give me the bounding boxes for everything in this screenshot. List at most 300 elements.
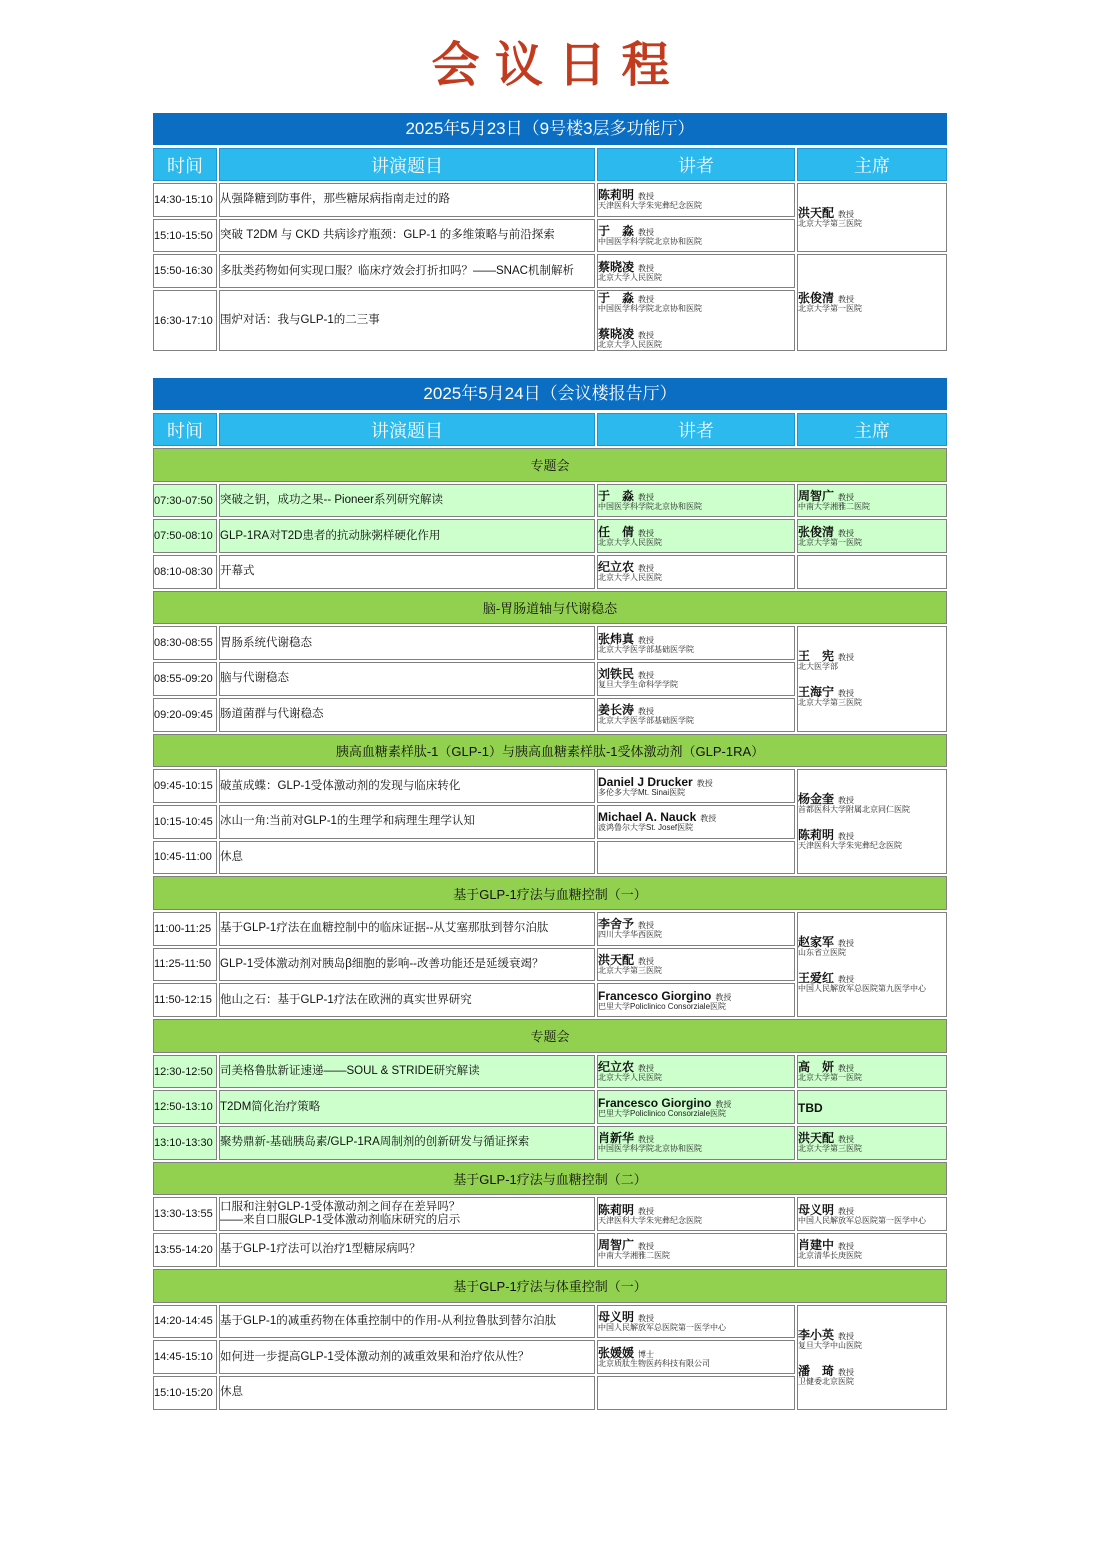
speaker-title: 教授 [638,635,655,645]
speaker-line [598,1203,794,1216]
session-time: 16:30-17:10 [153,290,217,351]
speaker-line [598,525,794,538]
speaker-affiliation: 北京质肽生物医药科技有限公司 [598,1358,710,1368]
section-row [153,876,947,910]
section-title: 脑-胃肠道轴与代谢稳态 [153,591,947,625]
chair [798,1238,946,1261]
session-topic [219,290,595,351]
speaker-name: 张媛媛 [598,1345,635,1360]
speaker-title: 教授 [638,295,655,305]
topic-line: 突破 T2DM 与 CKD 共病诊疗瓶颈：GLP-1 的多维策略与前沿探索 [220,229,555,242]
session-speakers [597,1305,795,1339]
session-speakers [597,183,795,217]
session-topic [219,1197,595,1231]
chair-title: 教授 [838,295,855,305]
speaker-affiliation: 巴里大学Policlinico Consorziale医院 [598,1001,727,1011]
speaker [598,489,794,512]
chair-affiliation: 中国人民解放军总医院第一医学中心 [798,1215,926,1225]
page-title: 会 议 日 程 [431,39,671,92]
topic-line: 肠道菌群与代谢稳态 [220,708,324,721]
topic-line: 破茧成蝶：GLP-1受体激动剂的发现与临床转化 [220,779,461,792]
chair-name: 肖建中 [798,1238,835,1253]
session-topic [219,698,595,732]
session-row [153,519,947,553]
session-topic [219,805,595,839]
topic-line: GLP-1受体激动剂对胰岛β细胞的影响--改善功能还是延缓衰竭？ [220,957,544,970]
speaker-title: 教授 [638,493,655,503]
chair [798,649,946,672]
chair-title: 教授 [838,938,855,948]
speaker-title: 教授 [715,1099,732,1109]
speaker-title: 教授 [696,778,713,788]
speaker-name: 于 淼 [598,224,635,239]
session-speakers [597,769,795,803]
speaker-affiliation: 北京大学人民医院 [598,1073,662,1083]
session-topic [219,626,595,660]
speaker [598,632,794,655]
session-time: 09:45-10:15 [153,769,217,803]
speaker-affiliation: 北京大学医学部基础医学院 [598,644,694,654]
chair-line [798,1238,946,1251]
chair-line [798,792,946,805]
schedule-body [153,183,947,351]
day-schedule [151,113,949,353]
topic-line: 聚势鼎新-基础胰岛素/GLP-1RA周制剂的创新研发与循证探索 [220,1136,530,1149]
speaker-name: 刘铁民 [598,667,635,682]
session-chairs [797,254,947,351]
session-speakers [597,555,795,589]
session-row [153,1126,947,1160]
session-topic [219,219,595,253]
speaker [598,1346,794,1369]
speaker-line [598,489,794,502]
session-row [153,912,947,946]
chair-name: 洪天配 [798,1131,835,1146]
topic-line: 他山之石：基于GLP-1疗法在欧洲的真实世界研究 [220,993,472,1006]
speaker-affiliation: 巴里大学Policlinico Consorziale医院 [598,1108,727,1118]
speaker-line [598,1096,794,1109]
session-time: 08:30-08:55 [153,626,217,660]
speaker-affiliation: 北京大学人民医院 [598,537,662,547]
speaker-name: 陈莉明 [598,188,635,203]
speaker-line [598,1060,794,1073]
session-speakers [597,948,795,982]
column-header-chair: 主席 [797,413,947,446]
session-topic [219,841,595,875]
session-speakers [597,1197,795,1231]
session-time: 12:30-12:50 [153,1055,217,1089]
speaker-line [598,1131,794,1144]
column-header-topic: 讲演题目 [219,148,595,181]
speaker [598,560,794,583]
speaker-line [598,291,794,304]
speaker-line [598,667,794,680]
column-header-topic: 讲演题目 [219,413,595,446]
speaker-line [598,224,794,237]
chair-line [798,1101,946,1114]
session-topic [219,662,595,696]
chair-affiliation: 北京清华长庚医院 [798,1251,862,1261]
session-topic [219,1090,595,1124]
session-speakers [597,254,795,288]
speaker-line [598,188,794,201]
chair-affiliation: 北京大学第三医院 [798,219,862,229]
chair-affiliation: 北京大学第三医院 [798,698,862,708]
session-time: 10:45-11:00 [153,841,217,875]
speaker-line [598,953,794,966]
topic-line: GLP-1RA对T2D患者的抗动脉粥样硬化作用 [220,529,441,542]
session-time: 14:30-15:10 [153,183,217,217]
speaker-title: 教授 [638,1206,655,1216]
chair-name: 周智广 [798,489,835,504]
session-chairs [797,1233,947,1267]
chair-affiliation: 中国人民解放军总医院第九医学中心 [798,983,926,993]
session-chairs [797,769,947,874]
session-topic [219,983,595,1017]
session-row [153,1233,947,1267]
session-time: 07:30-07:50 [153,484,217,518]
session-speakers [597,1126,795,1160]
session-topic [219,555,595,589]
speaker-name: Daniel J Drucker [598,774,693,789]
schedule-table [151,146,949,353]
chair-line [798,489,946,502]
section-row [153,1019,947,1053]
session-chairs [797,1055,947,1089]
session-chairs [797,626,947,731]
chair-affiliation: 北京大学第一医院 [798,1073,862,1083]
chair-name: TBD [798,1100,823,1115]
topic-line: 脑与代谢稳态 [220,672,289,685]
speaker [598,1131,794,1154]
topic-line: 多肽类药物如何实现口服？临床疗效会打折扣吗？——SNAC机制解析 [220,264,574,277]
session-speakers [597,698,795,732]
speaker [598,1238,794,1261]
session-chairs [797,1090,947,1124]
session-topic [219,1340,595,1374]
column-header-speaker: 讲者 [597,148,795,181]
schedule-table [151,411,949,1412]
chair-line [798,206,946,219]
chair-affiliation: 复旦大学中山医院 [798,1340,862,1350]
chair-line [798,971,946,984]
session-time: 07:50-08:10 [153,519,217,553]
speaker-name: 姜长涛 [598,703,635,718]
chair-affiliation: 北京大学第三医院 [798,1144,862,1154]
speaker [598,989,794,1012]
session-speakers [597,912,795,946]
section-row [153,734,947,768]
chair-name: 张俊清 [798,291,835,306]
session-topic [219,1055,595,1089]
session-chairs [797,1305,947,1410]
session-speakers [597,1340,795,1374]
session-time: 15:50-16:30 [153,254,217,288]
speaker-affiliation: 复旦大学生命科学学院 [598,680,678,690]
chair-title: 教授 [838,1206,855,1216]
speaker-affiliation: 中国医学科学院北京协和医院 [598,502,702,512]
chair [798,1328,946,1351]
session-row [153,484,947,518]
session-time: 13:10-13:30 [153,1126,217,1160]
session-time: 14:20-14:45 [153,1305,217,1339]
chair [798,1203,946,1226]
session-time: 14:45-15:10 [153,1340,217,1374]
chair-title: 教授 [838,832,855,842]
chair-name: 潘 琦 [798,1363,835,1378]
speaker-affiliation: 四川大学华西医院 [598,930,662,940]
section-title: 基于GLP-1疗法与体重控制（一） [153,1269,947,1303]
chair-affiliation: 首都医科大学附属北京同仁医院 [798,805,910,815]
speaker-line [598,560,794,573]
topic-line: T2DM简化治疗策略 [220,1100,321,1113]
chair-name: 赵家军 [798,934,835,949]
topic-line: 司美格鲁肽新证速递——SOUL & STRIDE研究解读 [220,1065,480,1078]
chair-affiliation: 山东省立医院 [798,947,846,957]
chair [798,525,946,548]
session-row [153,769,947,803]
chair-title: 教授 [838,1064,855,1074]
chair [798,489,946,512]
session-speakers [597,1090,795,1124]
chair [798,792,946,815]
session-time: 13:55-14:20 [153,1233,217,1267]
topic-line: 从强降糖到防事件，那些糖尿病指南走过的路 [220,193,450,206]
speaker [598,224,794,247]
speaker-name: 李舍予 [598,917,635,932]
speaker [598,327,794,350]
chair [798,685,946,708]
speaker [598,1060,794,1083]
session-speakers [597,1233,795,1267]
session-topic [219,1305,595,1339]
chair-affiliation: 卫健委北京医院 [798,1376,854,1386]
speaker-title: 教授 [638,528,655,538]
speaker-title: 教授 [638,331,655,341]
speaker-line [598,632,794,645]
column-header-row [153,148,947,181]
speaker [598,525,794,548]
speaker-affiliation: 波鸿鲁尔大学St. Josef医院 [598,823,694,833]
day-banner: 2025年5月24日（会议楼报告厅） [153,378,947,410]
speaker-title: 教授 [638,1135,655,1145]
speaker-line [598,775,794,788]
speaker [598,1310,794,1333]
chair-name: 王 宪 [798,649,835,664]
speaker-title: 教授 [638,228,655,238]
chair-line [798,291,946,304]
day-schedule [151,378,949,1412]
chair-line [798,1060,946,1073]
speaker [598,260,794,283]
session-topic [219,1126,595,1160]
session-chairs [797,555,947,589]
speaker-affiliation: 中国医学科学院北京协和医院 [598,304,702,314]
speaker-name: 纪立农 [598,560,635,575]
section-title: 专题会 [153,1019,947,1053]
speaker-title: 教授 [638,1242,655,1252]
session-time: 09:20-09:45 [153,698,217,732]
speaker-name: 肖新华 [598,1131,635,1146]
chair-title: 教授 [838,210,855,220]
chair-affiliation: 北大医学部 [798,662,838,672]
session-time: 11:50-12:15 [153,983,217,1017]
column-header-row [153,413,947,446]
speaker-line [598,1346,794,1359]
speaker-line [598,327,794,340]
chair-affiliation: 中南大学湘雅二医院 [798,502,870,512]
session-row [153,626,947,660]
session-speakers [597,484,795,518]
column-header-row [153,148,947,181]
topic-line: ——来自口服GLP-1受体激动剂临床研究的启示 [220,1214,461,1227]
chair-title: 教授 [838,528,855,538]
chair-title: 教授 [838,1242,855,1252]
session-speakers [597,626,795,660]
speaker-affiliation: 北京大学第三医院 [598,965,662,975]
chair-line [798,1203,946,1216]
session-speakers [597,1376,795,1410]
session-speakers [597,519,795,553]
chair-affiliation: 北京大学第一医院 [798,537,862,547]
speaker-affiliation: 天津医科大学朱宪彝纪念医院 [598,201,702,211]
session-speakers [597,841,795,875]
chair [798,828,946,851]
speaker-affiliation: 北京大学医学部基础医学院 [598,716,694,726]
section-title: 专题会 [153,448,947,482]
section-row [153,448,947,482]
speaker [598,953,794,976]
speaker [598,667,794,690]
chair-line [798,935,946,948]
chair-name: 杨金奎 [798,792,835,807]
speaker-name: 任 倩 [598,524,635,539]
topic-line: 胃肠系统代谢稳态 [220,636,312,649]
session-row [153,1305,947,1339]
chair-line [798,649,946,662]
chair [798,1131,946,1154]
chair-title: 教授 [838,1135,855,1145]
chair [798,1060,946,1083]
session-row [153,1090,947,1124]
chair [798,1364,946,1387]
topic-line: 突破之钥，成功之果-- Pioneer系列研究解读 [220,494,443,507]
speaker-name: 于 淼 [598,291,635,306]
chair-name: 王爱红 [798,970,835,985]
chair [798,206,946,229]
chair-name: 王海宁 [798,685,835,700]
speaker-affiliation: 北京大学人民医院 [598,340,662,350]
speaker-title: 教授 [638,192,655,202]
chair [798,935,946,958]
session-speakers [597,805,795,839]
chair-affiliation: 天津医科大学朱宪彝纪念医院 [798,841,902,851]
day-banner: 2025年5月23日（9号楼3层多功能厅） [153,113,947,145]
session-time: 15:10-15:20 [153,1376,217,1410]
chair-name: 高 妍 [798,1060,835,1075]
topic-line: 围炉对话：我与GLP-1的二三事 [220,314,380,327]
speaker-name: 张炜真 [598,631,635,646]
chair-affiliation: 北京大学第一医院 [798,304,862,314]
session-row [153,183,947,217]
speaker [598,1203,794,1226]
topic-line: 口服和注射GLP-1受体激动剂之间存在差异吗？ [220,1201,461,1214]
speaker-line [598,917,794,930]
topic-line: 开幕式 [220,565,255,578]
session-chairs [797,183,947,252]
speaker-title: 教授 [638,263,655,273]
session-chairs [797,1197,947,1231]
session-time: 10:15-10:45 [153,805,217,839]
chair-name: 陈莉明 [798,828,835,843]
session-topic [219,254,595,288]
speaker-affiliation: 中国人民解放军总医院第一医学中心 [598,1322,726,1332]
speaker-name: 纪立农 [598,1060,635,1075]
chair-name: 李小英 [798,1327,835,1342]
speaker-line [598,260,794,273]
chair-name: 洪天配 [798,206,835,221]
speaker [598,810,794,833]
session-speakers [597,983,795,1017]
speaker-line [598,810,794,823]
chair-line [798,525,946,538]
topic-line: 基于GLP-1疗法可以治疗1型糖尿病吗？ [220,1243,421,1256]
speaker-affiliation: 北京大学人民医院 [598,272,662,282]
session-speakers [597,1055,795,1089]
chair [798,971,946,994]
speaker-affiliation: 多伦多大学Mt. Sinai医院 [598,787,686,797]
session-speakers [597,290,795,351]
session-row [153,254,947,288]
speaker-name: 周智广 [598,1238,635,1253]
chair-line [798,828,946,841]
speaker [598,1096,794,1119]
session-time: 15:10-15:50 [153,219,217,253]
speaker-title: 教授 [638,1064,655,1074]
chair [798,1101,946,1114]
speaker [598,188,794,211]
speaker-title: 教授 [638,921,655,931]
session-chairs [797,1126,947,1160]
speaker-name: 洪天配 [598,952,635,967]
session-row [153,1197,947,1231]
topic-line: 基于GLP-1疗法在血糖控制中的临床证据--从艾塞那肽到替尔泊肽 [220,922,549,935]
speaker-line [598,1310,794,1323]
session-topic [219,484,595,518]
section-row [153,591,947,625]
session-time: 08:10-08:30 [153,555,217,589]
speaker-name: 蔡晓凌 [598,259,635,274]
speaker-name: 陈莉明 [598,1202,635,1217]
session-time: 13:30-13:55 [153,1197,217,1231]
session-topic [219,1376,595,1410]
speaker [598,703,794,726]
session-chairs [797,912,947,1017]
session-time: 11:25-11:50 [153,948,217,982]
speaker-title: 教授 [638,564,655,574]
chair-title: 教授 [838,1367,855,1377]
column-header-time: 时间 [153,148,217,181]
session-topic [219,912,595,946]
session-topic [219,183,595,217]
session-chairs [797,484,947,518]
chair-line [798,1328,946,1341]
speaker-title: 教授 [638,671,655,681]
section-title: 基于GLP-1疗法与血糖控制（二） [153,1162,947,1196]
speaker-affiliation: 天津医科大学朱宪彝纪念医院 [598,1215,702,1225]
chair-line [798,685,946,698]
session-row [153,1055,947,1089]
